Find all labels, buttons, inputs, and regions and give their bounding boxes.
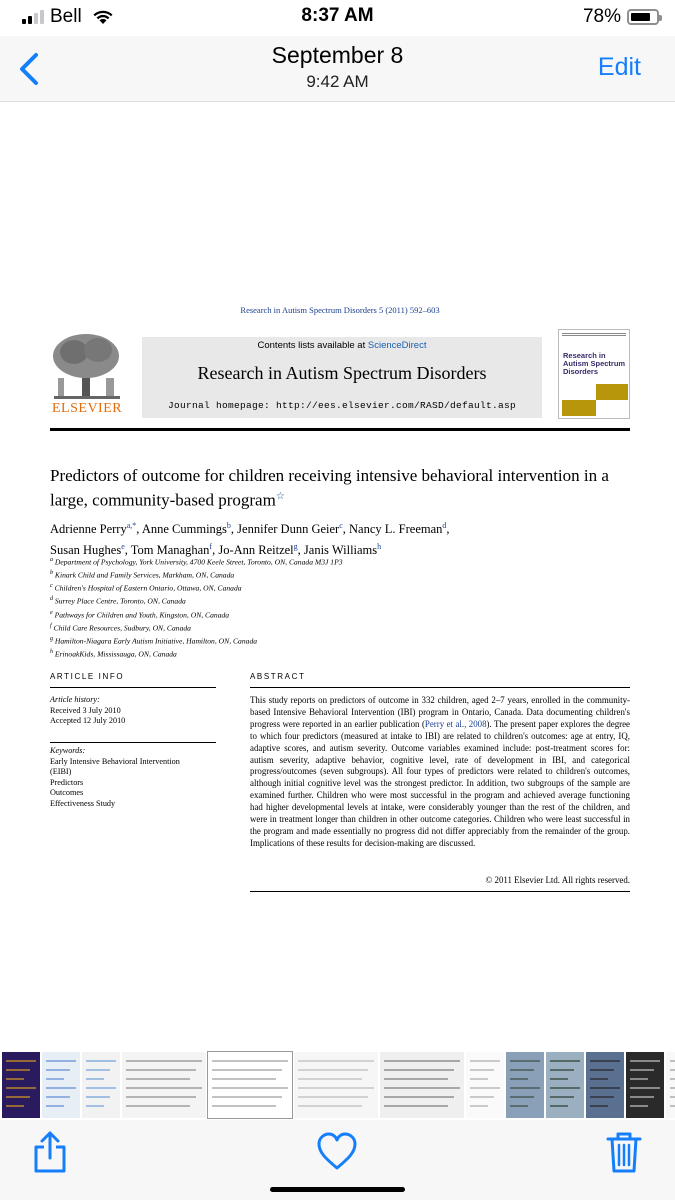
author-separator: , [212, 543, 219, 558]
keyword-item: Outcomes [50, 788, 84, 797]
thumbnail-strip[interactable] [0, 1048, 675, 1120]
journal-title: Research in Autism Spectrum Disorders [197, 363, 487, 383]
thumbnail-detail [470, 1069, 494, 1071]
thumbnail-detail [384, 1105, 448, 1107]
affiliation-text: Surrey Place Centre, Toronto, ON, Canada [53, 596, 186, 606]
photo-thumbnail[interactable] [294, 1052, 378, 1118]
affiliation-item [50, 568, 630, 581]
thumbnail-detail [630, 1078, 648, 1080]
author-list [50, 517, 630, 559]
thumbnail-detail [6, 1069, 30, 1071]
author-affiliation-mark: b [226, 521, 231, 530]
affiliation-item [50, 621, 630, 634]
author-name: Susan Hughes [50, 543, 122, 558]
thumbnail-detail [46, 1069, 70, 1071]
thumbnail-detail [46, 1087, 76, 1089]
author-separator: , [297, 543, 304, 558]
author-name: Adrienne Perry [50, 522, 127, 537]
photo-thumbnail[interactable] [546, 1052, 584, 1118]
thumbnail-detail [470, 1087, 500, 1089]
article-title [50, 465, 630, 511]
cover-title: Research in Autism Spectrum Disorders [563, 351, 626, 376]
thumbnail-detail [550, 1096, 574, 1098]
thumbnail-detail [590, 1105, 608, 1107]
sciencedirect-link: ScienceDirect [367, 340, 427, 351]
thumbnail-detail [86, 1105, 104, 1107]
thumbnail-detail [46, 1060, 76, 1062]
photo-thumbnail[interactable] [122, 1052, 206, 1118]
thumbnail-detail [86, 1096, 110, 1098]
heart-icon[interactable] [317, 1130, 357, 1174]
affiliation-text: Children's Hospital of Eastern Ontario, Ottawa, ON, Canada [52, 583, 242, 593]
abstract-citation-link: Perry et al., 2008 [424, 718, 487, 729]
photo-thumbnail[interactable] [506, 1052, 544, 1118]
thumbnail-detail [6, 1105, 24, 1107]
affiliation-key: h [50, 648, 53, 655]
thumbnail-detail [126, 1060, 202, 1062]
thumbnail-detail [212, 1078, 276, 1080]
thumbnail-detail [6, 1087, 36, 1089]
thumbnail-detail [510, 1069, 534, 1071]
thumbnail-detail [550, 1069, 574, 1071]
keyword-item: (EIBI) [50, 767, 72, 776]
article-title-text: Predictors of outcome for children receiving intensive behavioral intervention in a large, community-based program [50, 466, 609, 510]
accepted-date: Accepted 12 July 2010 [50, 716, 126, 725]
thumbnail-detail [670, 1060, 675, 1062]
thumbnail-detail [384, 1096, 454, 1098]
thumbnail-detail [630, 1069, 654, 1071]
share-icon[interactable] [30, 1130, 70, 1174]
navigation-bar [0, 36, 675, 102]
thumbnail-detail [384, 1078, 448, 1080]
affiliation-item [50, 647, 630, 660]
photo-thumbnail[interactable] [42, 1052, 80, 1118]
thumbnail-detail [510, 1105, 528, 1107]
thumbnail-detail [590, 1096, 614, 1098]
battery-icon [627, 9, 659, 25]
affiliation-key: c [50, 583, 53, 590]
status-bar [0, 0, 675, 36]
keywords-label: Keywords: [50, 746, 86, 755]
contents-prefix: Contents lists available at [257, 340, 366, 351]
abstract-header: ABSTRACT [250, 672, 306, 681]
thumbnail-detail [630, 1087, 660, 1089]
thumbnail-detail [126, 1087, 202, 1089]
journal-homepage: Journal homepage: http://ees.elsevier.com/RASD/default.asp [167, 400, 517, 411]
thumbnail-detail [510, 1096, 534, 1098]
battery-level-fill [631, 13, 650, 21]
author-separator: , [136, 522, 142, 537]
bottom-toolbar [0, 1120, 675, 1200]
keyword-item: Predictors [50, 777, 84, 787]
thumbnail-detail [298, 1069, 368, 1071]
copyright-notice: © 2011 Elsevier Ltd. All rights reserved. [485, 875, 630, 885]
photo-thumbnail[interactable] [2, 1052, 40, 1118]
header-rule [50, 428, 630, 431]
affiliation-item [50, 608, 630, 621]
author-affiliation-mark: a,* [126, 521, 137, 530]
thumbnail-detail [590, 1078, 608, 1080]
author-name: Tom Managhan [130, 543, 210, 558]
abstract-text [250, 695, 630, 850]
photo-thumbnail[interactable] [626, 1052, 664, 1118]
affiliation-text: Department of Psychology, York University, 4700 Keele Street, Toronto, ON, Canada M3J 1P3 [53, 557, 343, 567]
cover-block [562, 400, 596, 416]
thumbnail-detail [86, 1078, 104, 1080]
thumbnail-detail [630, 1096, 654, 1098]
photo-thumbnail[interactable] [666, 1052, 675, 1118]
thumbnail-detail [590, 1069, 614, 1071]
thumbnail-detail [86, 1060, 116, 1062]
title-footnote-mark: ☆ [275, 491, 285, 502]
thumbnail-detail [298, 1096, 368, 1098]
edit-button[interactable]: Edit [597, 53, 641, 81]
affiliation-item [50, 634, 630, 647]
thumbnail-detail [630, 1105, 648, 1107]
affiliation-text: Hamilton-Niagara Early Autism Initiative, Hamilton, ON, Canada [53, 636, 258, 646]
author-affiliation-mark: d [442, 521, 447, 530]
thumbnail-detail [550, 1105, 568, 1107]
thumbnail-detail [46, 1105, 64, 1107]
journal-banner [142, 337, 542, 418]
thumbnail-detail [126, 1096, 196, 1098]
photo-time: 9:42 AM [306, 72, 369, 91]
author-name: Jennifer Dunn Geier [237, 522, 340, 537]
affiliation-item [50, 594, 630, 607]
thumbnail-detail [550, 1078, 568, 1080]
thumbnail-detail [86, 1069, 110, 1071]
photo-thumbnail[interactable] [586, 1052, 624, 1118]
journal-header [50, 328, 630, 423]
thumbnail-detail [470, 1096, 494, 1098]
battery-percent: 78% [582, 6, 621, 27]
author-name: Janis Williams [303, 543, 378, 558]
author-affiliation-mark: h [377, 542, 382, 552]
thumbnail-detail [384, 1087, 460, 1089]
thumbnail-detail [670, 1105, 675, 1107]
cover-block [596, 384, 628, 400]
affiliation-list [50, 555, 630, 660]
thumbnail-detail [510, 1087, 540, 1089]
thumbnail-detail [6, 1078, 24, 1080]
author-affiliation-mark: g [293, 542, 298, 552]
keyword-list [50, 743, 216, 809]
affiliation-key: e [50, 609, 53, 616]
thumbnail-detail [6, 1060, 36, 1062]
author-separator: , [342, 522, 350, 537]
affiliation-text: Pathways for Children and Youth, Kingston, ON, Canada [52, 610, 230, 620]
author-name: Nancy L. Freeman [349, 522, 443, 537]
photo-thumbnail[interactable] [82, 1052, 120, 1118]
keyword-item: Early Intensive Behavioral Intervention [50, 756, 180, 766]
photo-thumbnail[interactable] [208, 1052, 292, 1118]
thumbnail-detail [126, 1105, 190, 1107]
affiliation-text: Kinark Child and Family Services, Markham, ON, Canada [53, 570, 235, 580]
thumbnail-detail [510, 1078, 528, 1080]
affiliation-item [50, 555, 630, 568]
status-time: 8:37 AM [301, 5, 374, 26]
author-affiliation-mark: f [209, 542, 213, 552]
thumbnail-detail [550, 1060, 580, 1062]
thumbnail-detail [212, 1105, 276, 1107]
trash-icon[interactable] [604, 1130, 644, 1174]
cover-rule [562, 333, 626, 336]
history-label: Article history: [50, 695, 100, 704]
thumbnail-detail [384, 1069, 454, 1071]
thumbnail-detail [298, 1060, 374, 1062]
author-affiliation-mark: c [339, 521, 343, 530]
affiliation-key: b [50, 570, 53, 577]
thumbnail-detail [298, 1087, 374, 1089]
article-history [50, 695, 216, 727]
divider [250, 687, 630, 688]
thumbnail-detail [670, 1096, 675, 1098]
thumbnail-detail [470, 1105, 488, 1107]
journal-reference: Research in Autism Spectrum Disorders 5 (2011) 592–603 [240, 305, 440, 315]
photo-date: September 8 [271, 42, 404, 68]
author-name: Anne Cummings [141, 522, 227, 537]
abstract-part2: ). The present paper explores the degree to which four predictors (measured at intake to IBI) are related to children's outcomes: age at entry, IQ, adaptive scores, and autism severity. Outcome variables examined include: post-treatment scores for: autism severity, adaptive behavior, cognitive level, rate of development in IBI, and categorical progress/outcomes (seven subgroups). All four types of predictors were related to children's outcomes, although initial cognitive level was the strongest predictor. In addition, two subgroups of the sample are examined further. Children who were most successful in the program and achieved average functioning had higher developmental levels at intake, were considerably younger than the rest of the children, and were in treatment longer than children in other outcome categories. Children who were least successful in the program and made essentially no progress did not differ appreciably from the remainder of the group. Implications of these results for decision-making are discussed. [250, 718, 630, 848]
thumbnail-detail [212, 1096, 282, 1098]
affiliation-key: g [50, 635, 53, 642]
thumbnail-detail [126, 1069, 196, 1071]
thumbnail-detail [510, 1060, 540, 1062]
author-separator: , [230, 522, 238, 537]
contents-line [142, 340, 542, 351]
thumbnail-detail [384, 1060, 460, 1062]
thumbnail-detail [212, 1087, 288, 1089]
thumbnail-detail [670, 1069, 675, 1071]
thumbnail-detail [590, 1087, 620, 1089]
author-separator: , [124, 543, 131, 558]
affiliation-text: Child Care Resources, Sudbury, ON, Canada [51, 623, 191, 633]
article-info-header: ARTICLE INFO [50, 672, 125, 681]
thumbnail-detail [46, 1078, 64, 1080]
thumbnail-detail [670, 1087, 675, 1089]
thumbnail-detail [470, 1060, 500, 1062]
battery-group [583, 6, 659, 28]
thumbnail-detail [126, 1078, 190, 1080]
divider [50, 687, 216, 688]
thumbnail-detail [550, 1087, 580, 1089]
affiliation-key: a [50, 557, 53, 563]
affiliation-text: ErinoakKids, Mississauga, ON, Canada [53, 649, 177, 659]
photo-viewer[interactable] [0, 103, 675, 1048]
author-separator: , [446, 522, 450, 537]
author-name: Jo-Ann Reitzel [218, 543, 294, 558]
affiliation-key: d [50, 596, 53, 603]
photo-thumbnail[interactable] [466, 1052, 504, 1118]
elsevier-wordmark: ELSEVIER [52, 401, 123, 416]
abstract-part1: This study reports on predictors of outcome in 332 children, aged 2–7 years, enrolled in the community-based Intensive Behavioral Intervention (IBI) program in Ontario, Canada. Data documenting children's progress were reported in an earlier publication ( [250, 695, 630, 729]
received-date: Received 3 July 2010 [50, 705, 121, 715]
affiliation-item [50, 581, 630, 594]
thumbnail-detail [6, 1096, 30, 1098]
thumbnail-detail [670, 1078, 675, 1080]
thumbnail-detail [212, 1069, 282, 1071]
thumbnail-detail [470, 1078, 488, 1080]
home-indicator [270, 1187, 405, 1192]
thumbnail-detail [630, 1060, 660, 1062]
affiliation-key: f [50, 622, 52, 629]
keyword-item: Effectiveness Study [50, 798, 116, 808]
divider [250, 891, 630, 892]
thumbnail-detail [212, 1060, 288, 1062]
thumbnail-detail [298, 1105, 362, 1107]
photo-thumbnail[interactable] [380, 1052, 464, 1118]
author-affiliation-mark: e [121, 542, 125, 552]
thumbnail-detail [590, 1060, 620, 1062]
thumbnail-detail [298, 1078, 362, 1080]
thumbnail-detail [46, 1096, 70, 1098]
journal-cover [558, 329, 630, 419]
carrier-label: Bell [50, 6, 82, 27]
thumbnail-detail [86, 1087, 116, 1089]
